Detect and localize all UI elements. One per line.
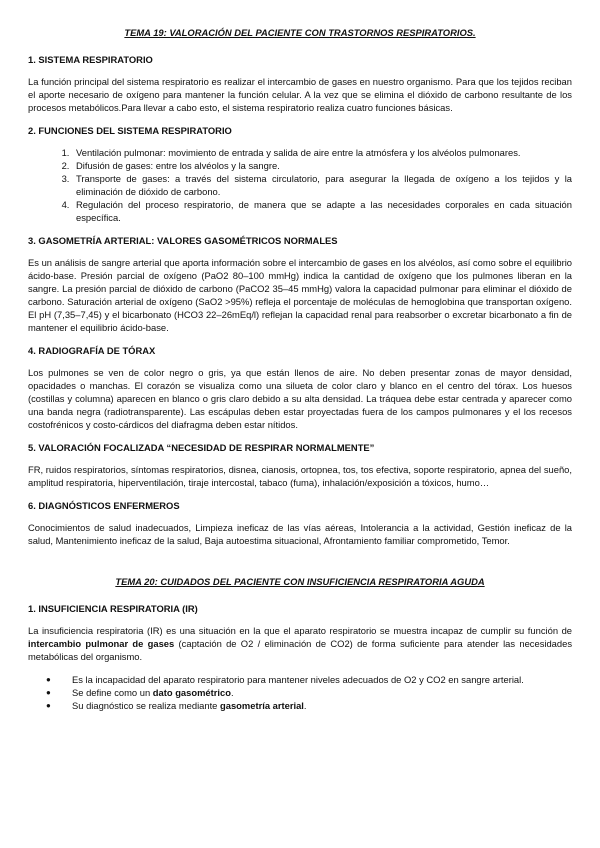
list-item: 2. Difusión de gases: entre los alvéolos y la sangre. <box>72 159 572 172</box>
section-heading-sistema-respiratorio: 1. SISTEMA RESPIRATORIO <box>28 54 153 65</box>
document-title-tema-19: TEMA 19: VALORACIÓN DEL PACIENTE CON TRASTORNOS RESPIRATORIOS. <box>124 27 476 38</box>
funciones-list <box>28 146 572 224</box>
section-text-gasometria: Es un análisis de sangre arterial que aporta información sobre el intercambio de gases en los alvéolos, así como sobre el equilibrio ácido-base. Presión parcial de oxígeno (PaO2 80–100 mmHg) indica la cantidad de oxígeno que los pulmones liberan en la sangre. La presión parcial de dióxido de carbono (PaCO2 35–45 mmHg) valora la capacidad pulmonar para eliminar el dióxido de carbono. Saturación arterial de oxígeno (SaO2 >95%) refleja el porcentaje de moléculas de hemoglobina que transportan oxígeno. El pH (7,35–7,45) y el bicarbonato (HCO3 22–26mEq/l) reflejan la capacidad renal para reabsorber o excretar bicarbonato a fin de mantener el equilibrio ácido-base. <box>28 257 572 333</box>
insuficiencia-bullets <box>28 673 572 712</box>
section-text-sistema-respiratorio: La función principal del sistema respiratorio es realizar el intercambio de gases en nuestro organismo. Para que los tejidos reciban el aporte necesario de oxígeno para mantener la función celular. A la vez que se elimina el dióxido de carbono resultante de los procesos metabólicos.Para llevar a cabo esto, el sistema respiratorio realiza cuatro funciones básicas. <box>28 76 572 113</box>
section-text-insuficiencia <box>28 624 572 663</box>
list-item: 3. Transporte de gases: a través del sistema circulatorio, para asegurar la llegada de oxígeno a los tejidos y la eliminación de dióxido de carbono. <box>72 172 572 198</box>
section-heading-insuficiencia: 1. INSUFICIENCIA RESPIRATORIA (IR) <box>28 603 198 614</box>
list-item <box>72 686 572 699</box>
section-text-radiografia: Los pulmones se ven de color negro o gris, ya que están llenos de aire. No deben presentar zonas de mayor densidad, opacidades o manchas. El corazón se visualiza como una silueta de color claro y blanco en el centro del tórax. Los huesos (costillas y columna) aparecen en blanco o gris claro debido a su alta densidad. La tráquea debe estar centrada y aparecer como una banda negra (radiotransparente). Las escápulas deben estar proyectadas fuera de los campos pulmonares y el los recesos costofrénicos y costo-cárdicos del diafragma deben estar nítidos. <box>28 367 572 430</box>
section-heading-gasometria: 3. GASOMETRÍA ARTERIAL: VALORES GASOMÉTRICOS NORMALES <box>28 235 338 246</box>
section-text-valoracion: FR, ruidos respiratorios, síntomas respiratorios, disnea, cianosis, ortopnea, tos, tos efectiva, soporte respiratorio, apnea del sueño, amplitud respiratoria, hiperventilación, tiraje intercostal, tabaco (fuma), inhalación/exposición a tóxicos, humo… <box>28 464 572 488</box>
list-item: ● Es la incapacidad del aparato respiratorio para mantener niveles adecuados de O2 y CO2 en sangre arterial. <box>72 673 572 686</box>
bold-term: dato gasométrico <box>152 687 231 698</box>
bold-term: intercambio pulmonar de gases <box>28 638 175 649</box>
section-heading-valoracion: 5. VALORACIÓN FOCALIZADA “NECESIDAD DE RESPIRAR NORMALMENTE” <box>28 442 375 453</box>
document-title-tema-20: TEMA 20: CUIDADOS DEL PACIENTE CON INSUFICIENCIA RESPIRATORIA AGUDA <box>115 576 485 587</box>
section-text-diagnosticos: Conocimientos de salud inadecuados, Limpieza ineficaz de las vías aéreas, Intolerancia a la actividad, Gestión ineficaz de la salud, Mantenimiento ineficaz de la salud, Baja autoestima situacional, Afrontamiento familiar comprometido, Temor. <box>28 522 572 546</box>
section-heading-diagnosticos: 6. DIAGNÓSTICOS ENFERMEROS <box>28 500 180 511</box>
list-item: 1. Ventilación pulmonar: movimiento de entrada y salida de aire entre la atmósfera y los alvéolos pulmonares. <box>72 146 572 159</box>
list-item: 4. Regulación del proceso respiratorio, de manera que se adapte a las necesidades corporales en cada situación específica. <box>72 198 572 224</box>
text-run: . <box>230 687 234 698</box>
section-heading-radiografia: 4. RADIOGRAFÍA DE TÓRAX <box>28 345 156 356</box>
document-page <box>28 26 572 722</box>
text-run: La insuficiencia respiratoria (IR) es una situación en la que el aparato respiratorio se muestra incapaz de cumplir su función de <box>28 625 572 636</box>
text-run: Se define como un <box>72 687 153 698</box>
bold-term: gasometría arterial <box>220 700 304 711</box>
text-run: . <box>303 700 307 711</box>
section-heading-funciones: 2. FUNCIONES DEL SISTEMA RESPIRATORIO <box>28 125 232 136</box>
list-item <box>72 699 572 712</box>
text-run: Su diagnóstico se realiza mediante <box>72 700 221 711</box>
text-run: (captación de O2 / eliminación de CO2) de forma suficiente para atender las necesidades metabólicas del organismo. <box>28 638 573 662</box>
